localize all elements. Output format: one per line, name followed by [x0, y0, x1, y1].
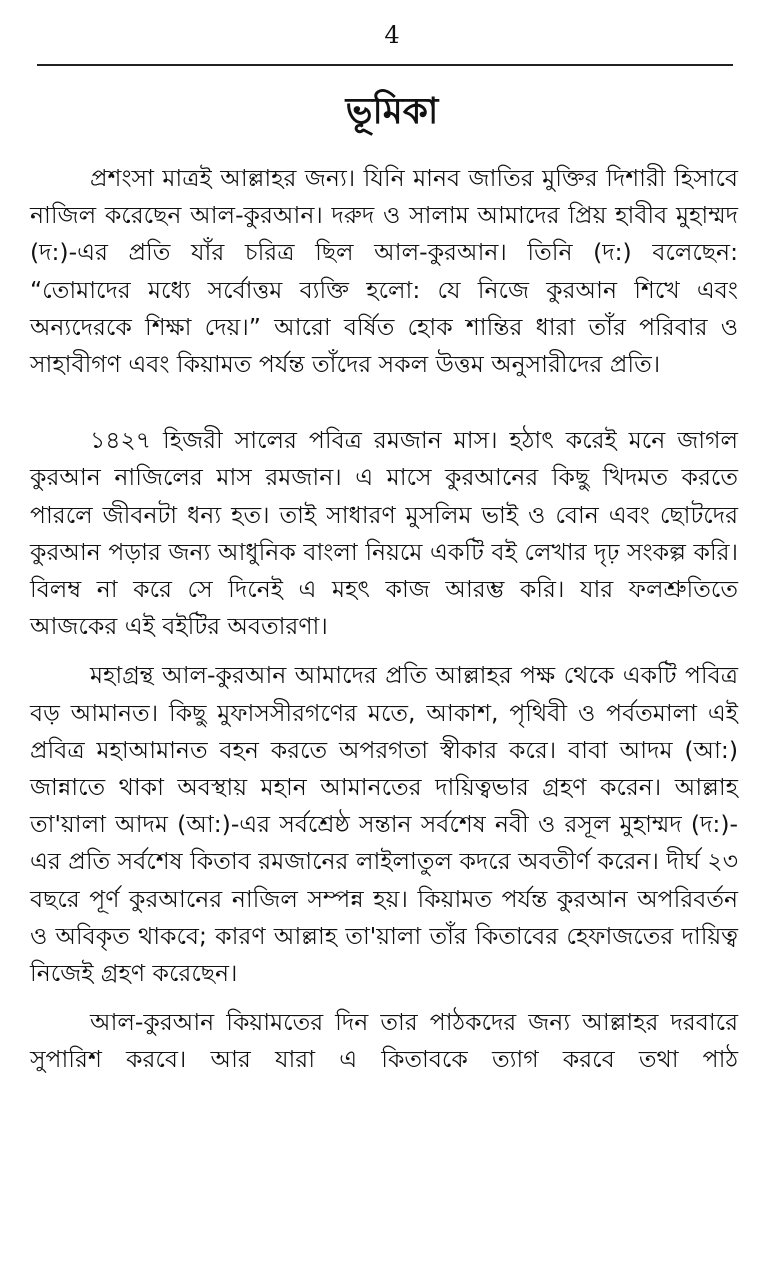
paragraph-3: মহাগ্রন্থ আল-কুরআন আমাদের প্রতি আল্লাহর পক্ষ থেকে একটি পবিত্র বড় আমানত। কিছু মুফাসসীরগণের মতে, আকাশ, পৃথিবী ও পর্বতমালা এই প্রবিত্র মহাআমানত বহন করতে অপরগতা স্বীকার করে। বাবা আদম (আ:) জান্নাতে থাকা অবস্থায় মহান আমানতের দায়িত্বভার গ্রহণ করেন। আল্লাহ তা'য়ালা আদম (আ:)-এর সর্বশ্রেষ্ঠ সন্তান সর্বশেষ নবী ও রসূল মুহাম্মদ (দ:)-এর প্রতি সর্বশেষ কিতাব রমজানের লাইলাতুল কদরে অবতীর্ণ করেন। দীর্ঘ ২৩ বছরে পূর্ণ কুরআনের নাজিল সম্পন্ন হয়। কিয়ামত পর্যন্ত কুরআন অপরিবর্তন ও অবিকৃত থাকবে; কারণ আল্লাহ তা'য়ালা তাঁর কিতাবের হেফাজতের দায়িত্ব নিজেই গ্রহণ করেছেন।: [30, 661, 738, 988]
page-title: ভূমিকা: [345, 91, 439, 132]
header-rule: [37, 64, 733, 66]
paragraph-2: ১৪২৭ হিজরী সালের পবিত্র রমজান মাস। হঠাৎ করেই মনে জাগল কুরআন নাজিলের মাস রমজান। এ মাসে কুরআনের কিছু খিদমত করতে পারলে জীবনটা ধন্য হত। তাই সাধারণ মুসলিম ভাই ও বোন এবং ছোটদের কুরআন পড়ার জন্য আধুনিক বাংলা নিয়মে একটি বই লেখার দৃঢ় সংকল্প করি। বিলম্ব না করে সে দিনেই এ মহৎ কাজ আরম্ভ করি। যার ফলশ্রুতিতে আজকের এই বইটির অবতারণা।: [30, 426, 738, 641]
body-text: [30, 160, 738, 1079]
paragraph-1: প্রশংসা মাত্রই আল্লাহর জন্য। যিনি মানব জাতির মুক্তির দিশারী হিসাবে নাজিল করেছেন আল-কুরআন। দরুদ ও সালাম আমাদের প্রিয় হাবীব মুহাম্মদ (দ:)-এর প্রতি যাঁর চরিত্র ছিল আল-কুরআন। তিনি (দ:) বলেছেন: “তোমাদের মধ্যে সর্বোত্তম ব্যক্তি হলো: যে নিজে কুরআন শিখে এবং অন্যদেরকে শিক্ষা দেয়।” আরো বর্ষিত হোক শান্তির ধারা তাঁর পরিবার ও সাহাবীগণ এবং কিয়ামত পর্যন্ত তাঁদের সকল উত্তম অনুসারীদের প্রতি।: [30, 164, 738, 379]
paragraph-4: আল-কুরআন কিয়ামতের দিন তার পাঠকদের জন্য আল্লাহর দরবারে সুপারিশ করবে। আর যারা এ কিতাবকে ত্যাগ করবে তথা পাঠ: [30, 1008, 738, 1074]
page-number: 4: [384, 21, 400, 49]
